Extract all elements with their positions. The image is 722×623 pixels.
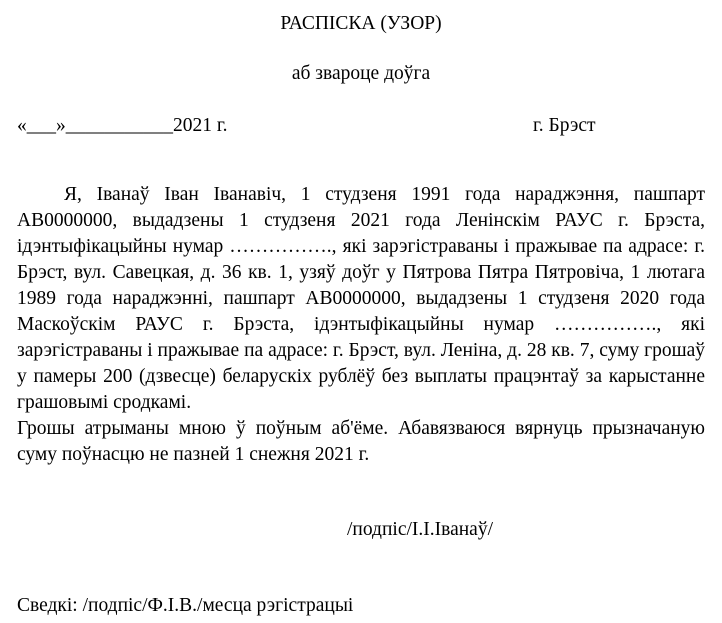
document-subtitle: аб звароце доўга: [291, 63, 431, 84]
city-label: г. Брэст: [533, 115, 596, 136]
body-paragraph-2: Грошы атрыманы мною ў поўным аб'ёме. Абавязваюся вярнуць прызначаную суму поўнасцю не пазней 1 снежня 2021 г.: [17, 418, 705, 465]
debtor-signature: /подпіс/І.І.Іванаў/: [347, 519, 493, 540]
body-paragraph-1: Я, Іванаў Іван Іванавіч, 1 студзеня 1991 года нараджэння, пашпарт АВ0000000, выдадзены 1 студзеня 2021 года Ленінскім РАУС г. Брэста, ідэнтыфікацыйны нумар ……………., які зарэгістраваны і пражывае па адрасе: г. Брэст, вул. Савецкая, д. 36 кв. 1, узяў доўг у Пятрова Пятра Пятровіча, 1 лютага 1989 года нараджэнні, пашпарт АВ0000000, выдадзены 1 студзеня 2020 года Маскоўскім РАУС г. Брэста, ідэнтыфікацыйны нумар ……………., які зарэгістраваны і пражывае па адрасе: г. Брэст, вул. Леніна, д. 28 кв. 7, суму грошаў у памеры 200 (дзвесце) беларускіх рублёў без выплаты працэнтаў за карыстанне грашовымі сродкамі.: [17, 184, 705, 413]
document-title: РАСПІСКА (УЗОР): [280, 13, 442, 34]
date-line: «___»___________2021 г.: [17, 115, 228, 136]
document-body: [17, 182, 705, 468]
witnesses-line: Сведкі: /подпіс/Ф.І.В./месца рэгістрацыі: [17, 595, 354, 616]
